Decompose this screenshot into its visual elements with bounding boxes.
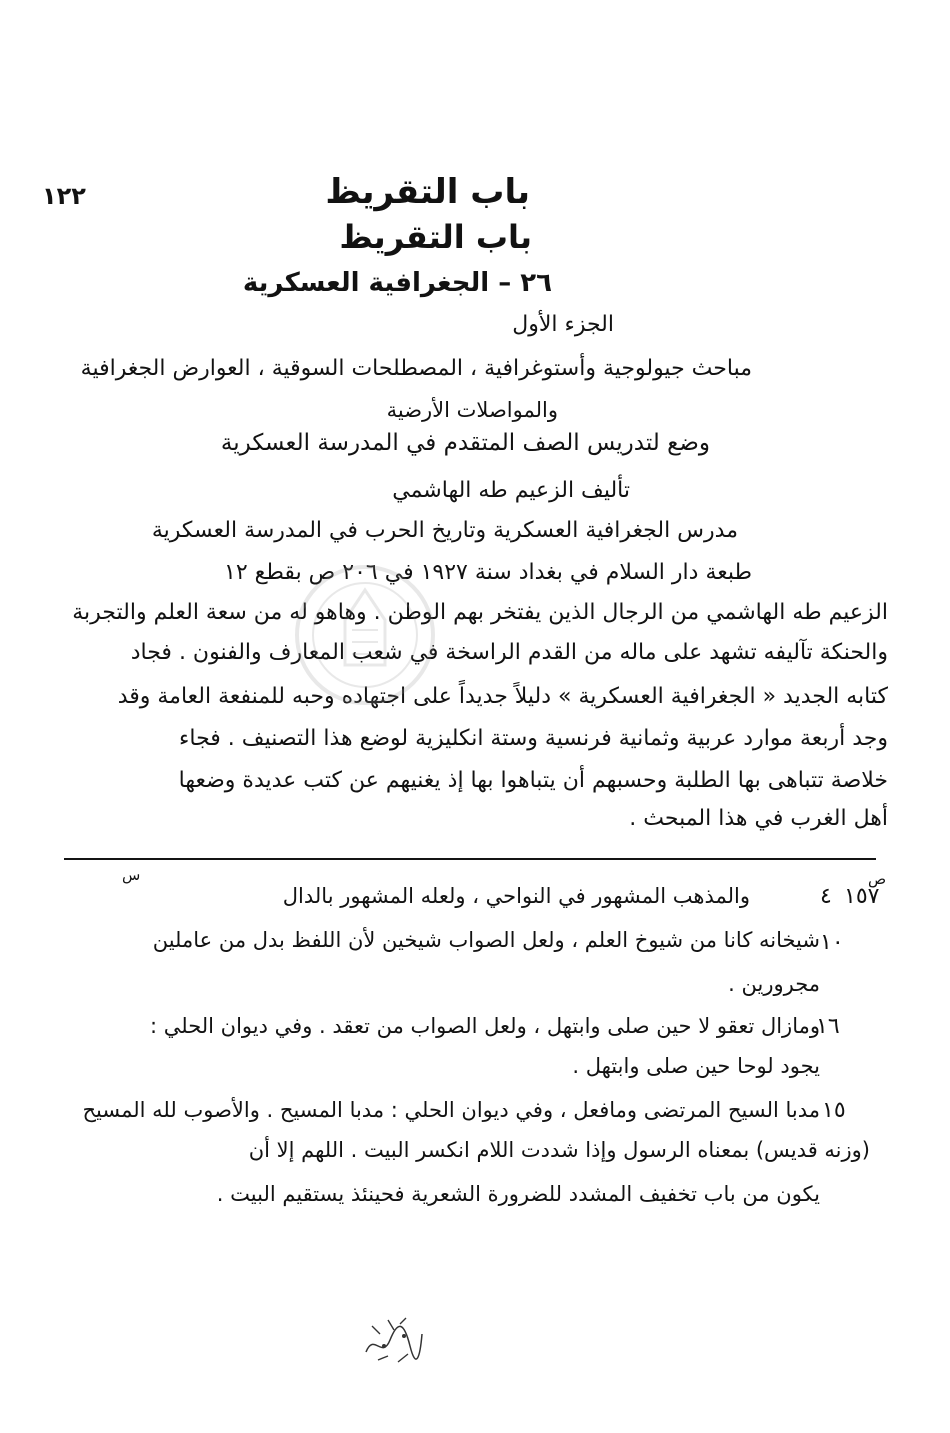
- footnote-text: والمذهب المشهور في النواحي ، ولعله المشهور بالدال: [282, 884, 750, 908]
- footnote-separator: [64, 858, 876, 860]
- footnote-text: ومازال تعقو لا حين صلى وابتهل ، ولعل الصواب من تعقد . وفي ديوان الحلي :: [150, 1014, 820, 1038]
- footnote-continuation: يكون من باب تخفيف المشدد للضرورة الشعرية فحينئذ يستقيم البيت .: [216, 1182, 820, 1206]
- review-line: والحنكة تآليفه تشهد على ماله من القدم الراسخة في شعب المعارف والفنون . فجاد: [130, 640, 888, 665]
- book-author: تأليف الزعيم طه الهاشمي: [392, 478, 630, 503]
- review-line: الزعيم طه الهاشمي من الرجال الذين يفتخر بهم الوطن . وهاهو له من سعة العلم والتجربة: [72, 600, 888, 625]
- footnote-page-ref: ١٥٧: [844, 884, 880, 909]
- review-line: وجد أربعة موارد عربية وثمانية فرنسية وستة انكليزية لوضع هذا التصنيف . فجاء: [179, 726, 888, 751]
- library-stamp-watermark: [290, 560, 440, 710]
- review-line: أهل الغرب في هذا المبحث .: [629, 806, 888, 831]
- footnote-line-number: ٤: [820, 884, 832, 909]
- footnote-page-label: ص: [868, 870, 887, 888]
- book-subtitle: الجزء الأول: [512, 312, 614, 337]
- chapter-title: باب التقريظ: [325, 172, 530, 212]
- book-publication: طبعة دار السلام في بغداد سنة ١٩٢٧ في ٢٠٦ ص بقطع ١٢: [224, 560, 752, 585]
- footnote-line-number: ١٥: [822, 1098, 846, 1123]
- footnote-continuation: يجود لوحا حين صلى وابتهل .: [572, 1054, 820, 1078]
- chapter-title-repeat: باب التقريظ: [339, 218, 532, 256]
- book-author-role: مدرس الجغرافية العسكرية وتاريخ الحرب في المدرسة العسكرية: [151, 518, 738, 543]
- footnote-line-label: س: [122, 866, 141, 884]
- book-description-line2: والمواصلات الأرضية: [386, 398, 558, 422]
- review-line: خلاصة تتباهى بها الطلبة وحسبهم أن يتباهوا بها إذ يغنيهم عن كتب عديدة وضعها: [178, 768, 888, 793]
- handwritten-signature-mark: [360, 1312, 426, 1368]
- footnote-continuation: مجرورين .: [728, 972, 820, 996]
- footnote-text: شيخانه كانا من شيوخ العلم ، ولعل الصواب شيخين لأن اللفظ بدل من عاملين: [152, 928, 820, 952]
- book-description-line1: مباحث جيولوجية وأستوغرافية ، المصطلحات السوقية ، العوارض الجغرافية: [80, 356, 752, 381]
- book-description-line3: وضع لتدريس الصف المتقدم في المدرسة العسكرية: [220, 430, 710, 456]
- footnote-line-number: ١٦: [816, 1014, 840, 1039]
- page-number: ١٢٢: [42, 182, 86, 210]
- footnote-continuation: (وزنه قديس) بمعناه الرسول وإذا شددت اللام انكسر البيت . اللهم إلا أن: [248, 1138, 870, 1162]
- footnote-line-number: ١٠: [820, 930, 844, 955]
- review-line: كتابه الجديد « الجغرافية العسكرية » دليلاً جديداً على اجتهاده وحبه للمنفعة العامة وقد: [117, 684, 888, 709]
- section-title: ٢٦ – الجغرافية العسكرية: [242, 268, 552, 298]
- footnote-text: مدبا السيح المرتضى ومافعل ، وفي ديوان الحلي : مدبا المسيح . والأصوب لله المسيح: [82, 1098, 820, 1122]
